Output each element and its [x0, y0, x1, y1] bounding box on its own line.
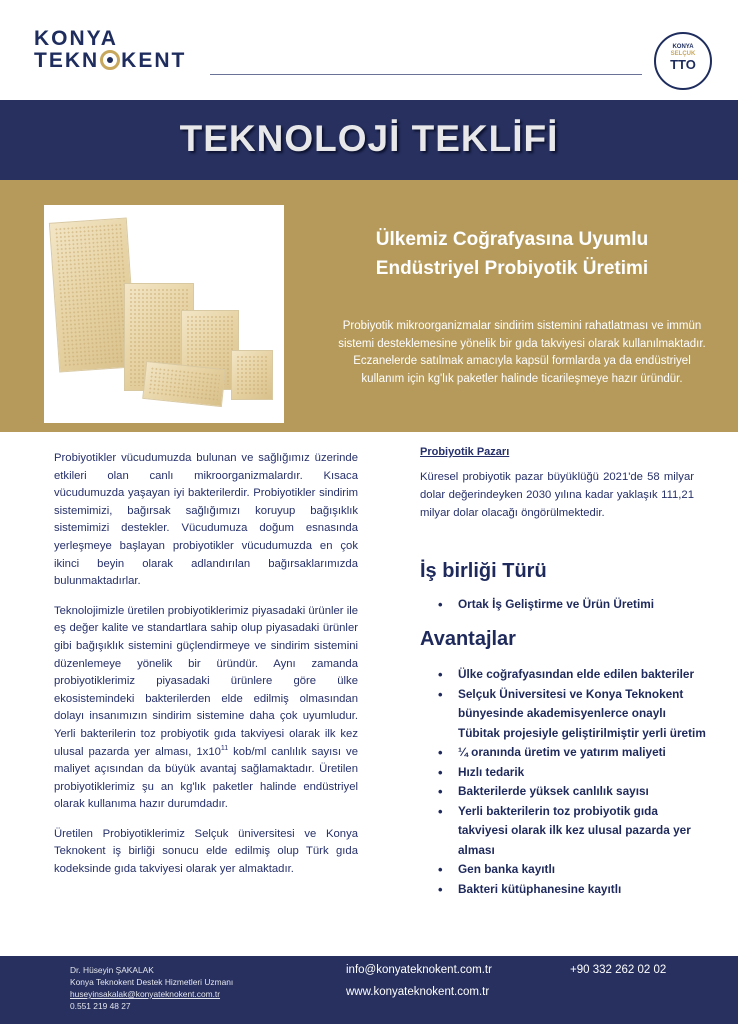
- title-banner: [0, 100, 738, 180]
- paragraph-2-part-b: kob/ml canlılık sayısı ve maliyet açısından da büyük avantaj sağlamaktadır. Üretilen probiyotiklerimiz şu an kg'lık paketler halinde endüstriyel olarak kullanıma hazır durumdadır.: [54, 745, 358, 811]
- cooperation-list: [436, 596, 696, 613]
- left-column: [54, 450, 358, 891]
- company-website-link[interactable]: www.konyateknokent.com.tr: [346, 986, 490, 998]
- contact-phone: 0.551 219 48 27: [70, 1001, 131, 1011]
- hero-title-line1: Ülkemiz Coğrafyasına Uyumlu: [375, 229, 649, 250]
- konya-teknokent-logo: [34, 28, 186, 72]
- logo-line2-b: KENT: [121, 49, 187, 72]
- list-item: • Yerli bakterilerin toz probiyotik gıda takviyesi olarak ilk kez ulusal pazarda yer alması: [436, 802, 711, 861]
- list-item: • Bakteri kütüphanesine kayıtlı: [436, 880, 711, 900]
- logo-line2-a: TEKN: [34, 49, 100, 72]
- paragraph-2-part-a: Teknolojimizle üretilen probiyotiklerimiz piyasadaki ürünler ile eş değer kalite ve standartlara sahip olup piyasadaki ürünler gibi bağışıklık sistemini güçlendirmeye ve sindirim sistemini düzenlemeye yönelik bir üründür. Aynı zamanda probiyotiklerimiz piyasadaki ürünlere göre ülke ekosistemindeki bakterilerden elde edilmiş olmasından dolayı insanımızın sindirim sistemine daha çok uyumludur. Yerli bakterilerin toz probiyotik gıda takviyesi olarak ilk kez ulusal pazarda yer alması, 1x10: [54, 604, 358, 758]
- contact-role: Konya Teknokent Destek Hizmetleri Uzmanı: [70, 977, 234, 987]
- market-heading: Probiyotik Pazarı: [420, 446, 510, 458]
- selcuk-tto-logo: [654, 32, 712, 90]
- probiotic-packages-image: [44, 205, 284, 423]
- paragraph-1: Probiyotikler vücudumuzda bulunan ve sağlığımız üzerinde etkileri olan canlı mikroorganizmalardır. Kısaca vücudumuzda yaşayan iyi bakterilerdir. Probiyotikler sindirim sistemimizi, bağırsak sağlığımızı koruyup bağışıklık sistemimizi destekler. Vücudumuza doğum esnasında yerleşmeye başlayan probiyotikler vücudumuzda en çok ikinci beyin olarak adlandırılan bağırsaklarımızda bulunmaktadırlar.: [54, 452, 358, 588]
- cooperation-heading: İş birliği Türü: [420, 560, 547, 582]
- package-shape: [142, 361, 226, 407]
- logo-line1: KONYA: [34, 27, 118, 50]
- advantages-heading: Avantajlar: [420, 628, 516, 650]
- contact-person: [70, 964, 233, 1012]
- tto-logo-top: KONYA: [672, 44, 694, 50]
- header-divider: [210, 74, 642, 75]
- list-item: • Bakterilerde yüksek canlılık sayısı: [436, 782, 711, 802]
- contact-email-link[interactable]: huseyinsakalak@konyateknokent.com.tr: [70, 989, 221, 999]
- page-title: TEKNOLOJİ TEKLİFİ: [179, 118, 559, 159]
- list-item: • Hızlı tedarik: [436, 763, 711, 783]
- market-section: [420, 446, 694, 522]
- logo-line2: [34, 50, 186, 72]
- hero-title: [312, 225, 712, 283]
- tto-logo-big: TTO: [670, 57, 696, 72]
- page-header: [0, 0, 738, 100]
- package-shape: [231, 350, 273, 400]
- hero-description: Probiyotik mikroorganizmalar sindirim sistemini rahatlatması ve immün sistemi desteklemesine yönelik bir gıda takviyesi olarak kullanılmaktadır. Eczanelerde satılmak amacıyla kapsül formlarda ya da endüstriyel kullanım için kg'lık paketler halinde ticarileşmeye hazır üründür.: [338, 320, 706, 385]
- company-email-link[interactable]: info@konyateknokent.com.tr: [346, 964, 492, 976]
- company-phone: +90 332 262 02 02: [570, 964, 667, 976]
- list-item: • ¼ oranında üretim ve yatırım maliyeti: [436, 743, 711, 763]
- paragraph-2: [54, 603, 358, 814]
- list-item: • Ortak İş Geliştirme ve Ürün Üretimi: [436, 596, 696, 613]
- logo-o-icon: [100, 50, 120, 70]
- tto-logo-mid: SELÇUK: [670, 51, 696, 57]
- list-item: • Gen banka kayıtlı: [436, 860, 711, 880]
- hero-title-line2: Endüstriyel Probiyotik Üretimi: [375, 258, 649, 279]
- list-item: • Selçuk Üniversitesi ve Konya Teknokent bünyesinde akademisyenlerce onaylı Tübitak projesiyle geliştirilmiştir yerli üretim: [436, 685, 711, 744]
- exponent: 11: [220, 744, 229, 752]
- page-footer: [0, 956, 738, 1024]
- market-text: Küresel probiyotik pazar büyüklüğü 2021'de 58 milyar dolar değerindeyken 2030 yılına kadar yaklaşık 111,21 milyar dolar olacağı öngörülmektedir.: [420, 471, 694, 519]
- advantages-list: [436, 665, 711, 899]
- contact-name: Dr. Hüseyin ŞAKALAK: [70, 965, 154, 975]
- list-item: • Ülke coğrafyasından elde edilen bakteriler: [436, 665, 711, 685]
- paragraph-3: Üretilen Probiyotiklerimiz Selçuk üniversitesi ve Konya Teknokent iş birliği sonucu elde edilmiş olup Türk gıda kodeksinde gıda takviyesi olarak yer almaktadır.: [54, 827, 358, 876]
